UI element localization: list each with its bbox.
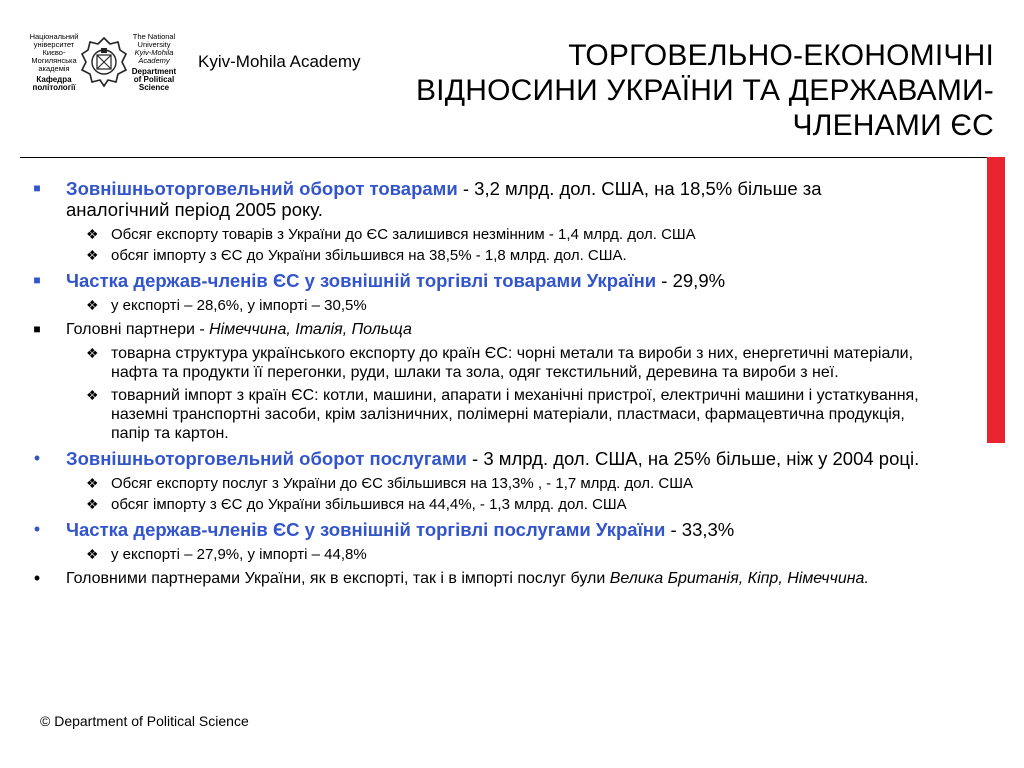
- diamond-bullet-icon: ❖: [86, 226, 99, 242]
- logo-left-text: Національний університет Києво- Могилянська академія Кафедра політології: [29, 32, 79, 92]
- sub-item: ❖ обсяг імпорту з ЄС до України збільшився на 38,5% - 1,8 млрд. дол. США.: [86, 247, 627, 264]
- list-item-services-turnover: • Зовнішньоторговельний оборот послугами - 3 млрд. дол. США, на 25% більше, ніж у 2004 році.: [30, 448, 930, 469]
- diamond-bullet-icon: ❖: [86, 496, 99, 512]
- list-item-services-partners: • Головними партнерами України, як в експорті, так і в імпорті послуг були Велика Британія, Кіпр, Німеччина.: [30, 569, 930, 588]
- list-item-goods-share: ■ Частка держав-членів ЄС у зовнішній торгівлі товарами України - 29,9%: [30, 270, 930, 291]
- diamond-bullet-icon: ❖: [86, 475, 99, 491]
- header-divider: [20, 157, 1005, 158]
- diamond-bullet-icon: ❖: [86, 345, 99, 361]
- list-item-goods-turnover: ■ Зовнішньоторговельний оборот товарами - 3,2 млрд. дол. США, на 18,5% більше за аналогічний період 2005 року.: [30, 178, 930, 220]
- dot-bullet-icon: •: [33, 568, 41, 588]
- sub-item: ❖ товарний імпорт з країн ЄС: котли, машини, апарати і механічні пристрої, електричні машини і устаткування, наземні транспортні засоби, крім залізничних, полімерні матеріали, пластмаси, фармацевтична продукція, папір та картон.: [86, 387, 919, 442]
- sub-item: ❖ у експорті – 27,9%, у імпорті – 44,8%: [86, 546, 367, 563]
- diamond-bullet-icon: ❖: [86, 387, 99, 403]
- list-item-services-share: • Частка держав-членів ЄС у зовнішній торгівлі послугами України - 33,3%: [30, 519, 930, 540]
- list-item-main-partners: ■ Головні партнери - Німеччина, Італія, Польща: [30, 320, 930, 339]
- sub-item: ❖ Обсяг експорту товарів з України до ЄС залишився незмінним - 1,4 млрд. дол. США: [86, 226, 696, 243]
- diamond-bullet-icon: ❖: [86, 247, 99, 263]
- dot-bullet-icon: •: [33, 448, 41, 468]
- academy-name: Kyiv-Mohila Academy: [198, 52, 361, 71]
- square-bullet-icon: ■: [33, 322, 41, 336]
- diamond-bullet-icon: ❖: [86, 546, 99, 562]
- square-bullet-icon: ■: [33, 181, 41, 195]
- logo-right-text: The National University Kyiv-Mohila Academy Department of Political Science: [131, 32, 177, 92]
- diamond-bullet-icon: ❖: [86, 297, 99, 313]
- university-crest-icon: [80, 36, 128, 88]
- sub-item: ❖ у експорті – 28,6%, у імпорті – 30,5%: [86, 297, 367, 314]
- square-bullet-icon: ■: [33, 273, 41, 287]
- sub-item: ❖ обсяг імпорту з ЄС до України збільшився на 44,4%, - 1,3 млрд. дол. США: [86, 496, 627, 513]
- content-list: [30, 178, 930, 593]
- sub-item: ❖ товарна структура українського експорту до країн ЄС: чорні метали та вироби з них, енергетичні матеріали, нафта та продукти її перегонки, руди, шлаки та зола, одяг текстильний, деревина та вироби з неї.: [86, 345, 914, 381]
- dot-bullet-icon: •: [33, 519, 41, 539]
- red-accent-bar: [987, 157, 1005, 443]
- footer-copyright: © Department of Political Science: [40, 713, 249, 729]
- sub-item: ❖ Обсяг експорту послуг з України до ЄС збільшився на 13,3% , - 1,7 млрд. дол. США: [86, 475, 693, 492]
- page-title: ТОРГОВЕЛЬНО-ЕКОНОМІЧНІ ВІДНОСИНИ УКРАЇНИ ТА ДЕРЖАВАМИ- ЧЛЕНАМИ ЄС: [415, 39, 994, 142]
